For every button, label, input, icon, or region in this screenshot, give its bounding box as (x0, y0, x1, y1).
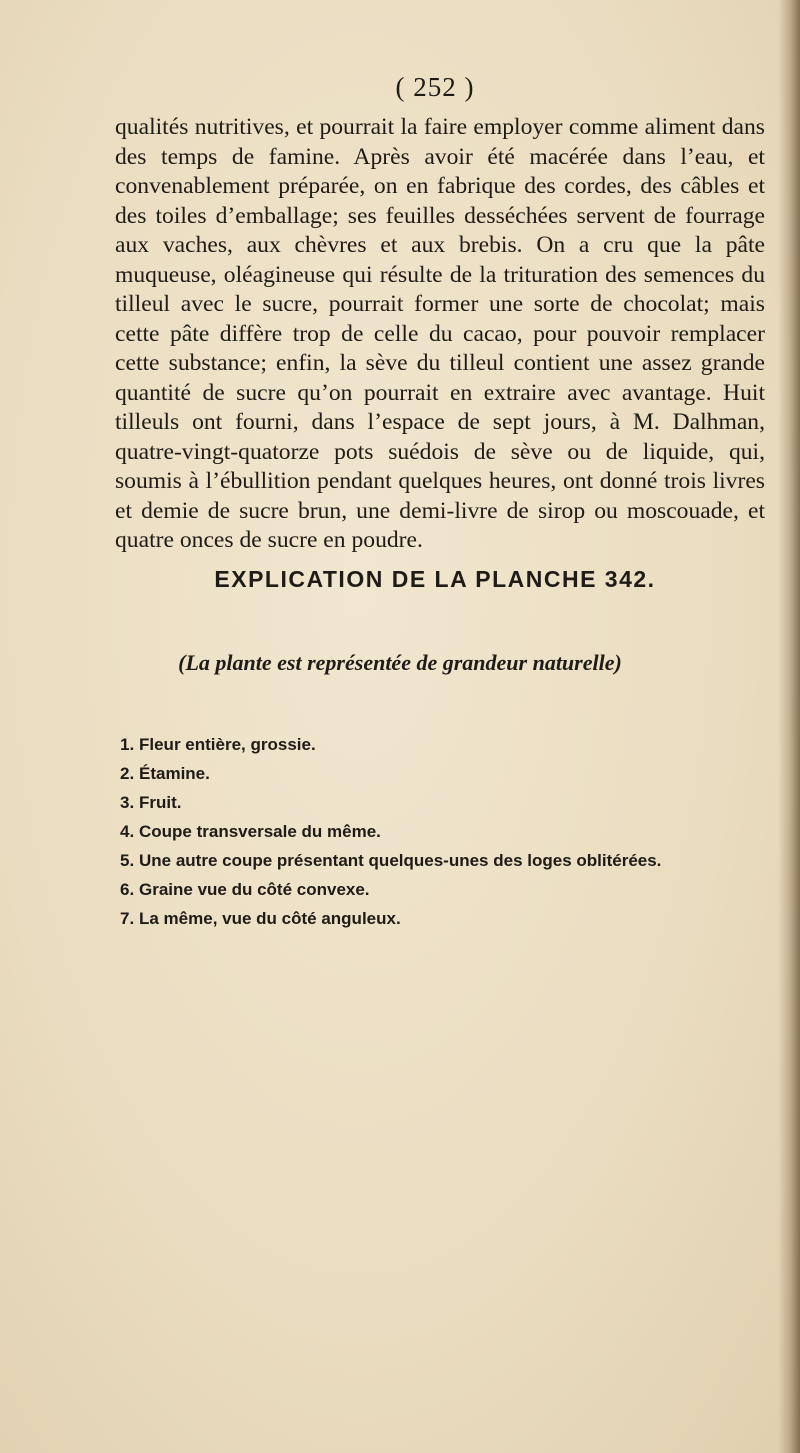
legend-text: Étamine. (139, 764, 210, 783)
legend-number: 2. (120, 764, 135, 783)
page-number: ( 252 ) (395, 72, 475, 102)
legend-text: Graine vue du côté convexe. (139, 880, 370, 899)
legend-text: Coupe transversale du même. (139, 822, 381, 841)
legend-number: 6. (120, 880, 135, 899)
legend-number: 1. (120, 735, 135, 754)
legend-text: Fruit. (139, 793, 182, 812)
legend-item (120, 817, 760, 846)
legend-number: 5. (120, 851, 135, 870)
legend-item (120, 759, 760, 788)
page-edge-shadow (778, 0, 800, 1453)
legend-number: 7. (120, 909, 135, 928)
legend-item (120, 730, 760, 759)
legend-number: 3. (120, 793, 135, 812)
legend-item (120, 788, 760, 817)
legend-item (120, 846, 760, 875)
paragraph-text: qualités nutritives, et pourrait la faire employer comme aliment dans des temps de famine. Après avoir été macérée dans l’eau, et convenablement préparée, on en fabrique des cordes, des câbles et des toiles d’emballage; ses feuilles desséchées servent de fourrage aux vaches, aux chèvres et aux brebis. On a cru que la pâte muqueuse, oléagineuse qui résulte de la trituration des semences du tilleul avec le sucre, pourrait former une sorte de chocolat; mais cette pâte diffère trop de celle du cacao, pour pouvoir remplacer cette substance; enfin, la sève du tilleul contient une assez grande quantité de sucre qu’on pourrait en extraire avec avantage. Huit tilleuls ont fourni, dans l’espace de sept jours, à M. Dalhman, quatre-vingt-quatorze pots suédois de sève ou de liquide, qui, soumis à l’ébullition pendant quelques heures, ont donné trois livres et demie de sucre brun, une demi-livre de sirop ou moscouade, et quatre onces de sucre en poudre. (115, 114, 765, 553)
legend-text: Fleur entière, grossie. (139, 735, 316, 754)
legend-text: La même, vue du côté anguleux. (139, 909, 401, 928)
legend-item (120, 904, 760, 933)
legend-number: 4. (120, 822, 135, 841)
plate-subtitle: (La plante est représentée de grandeur naturelle) (178, 650, 622, 675)
section-heading: EXPLICATION DE LA PLANCHE 342. (214, 566, 656, 592)
figure-legend (120, 730, 760, 933)
legend-text: Une autre coupe présentant quelques-unes des loges oblitérées. (139, 851, 662, 870)
body-paragraph (115, 113, 765, 556)
legend-item (120, 875, 760, 904)
